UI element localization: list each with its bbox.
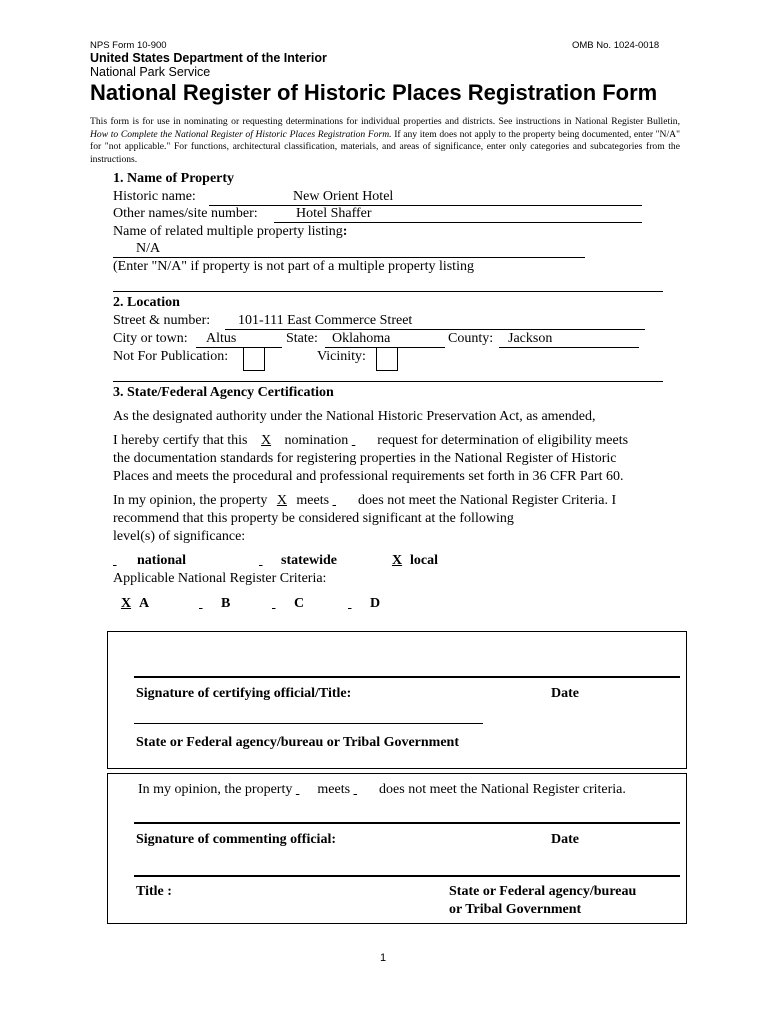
state-field[interactable]: Oklahoma [332,331,391,346]
page-title: National Register of Historic Places Registration Form [90,80,658,105]
criterion-a-label: A [139,596,150,611]
form-number: NPS Form 10-900 [90,40,167,51]
state-label: State: [286,331,318,346]
certifying-agency-line[interactable] [134,723,483,724]
statewide-blank[interactable] [259,553,281,569]
comment-does-not-meet-blank[interactable] [354,782,376,798]
national-blank[interactable] [113,553,137,569]
certify-pre: I hereby certify that this [113,433,248,448]
opinion-post: does not meet the National Register Criteria. I [358,493,617,508]
nomination-mark[interactable]: X [260,433,272,448]
commenting-signature-label: Signature of commenting official: [136,832,336,847]
opinion-line-2: recommend that this property be considered significant at the following [113,511,514,526]
other-names-field[interactable]: Hotel Shaffer [296,206,372,221]
intro-text-1: This form is for use in nominating or requesting determinations for individual properties and districts. See instructions in National Register Bulletin, [90,116,680,127]
street-field[interactable]: 101-111 East Commerce Street [238,313,413,328]
related-listing-field[interactable]: N/A [136,241,161,256]
level-national [113,553,186,569]
not-for-publication-checkbox[interactable] [243,347,265,371]
street-line [225,329,645,330]
not-for-publication-label: Not For Publication: [113,349,229,364]
vicinity-label: Vicinity: [317,349,366,364]
certifying-agency-label: State or Federal agency/bureau or Tribal Government [136,735,460,750]
section-divider-2 [113,381,663,382]
criterion-c [272,596,304,612]
related-listing-label [113,224,347,240]
comment-opinion-post: does not meet the National Register criteria. [379,782,626,797]
criterion-b-blank[interactable] [199,596,221,612]
criterion-a [113,596,149,612]
criterion-c-blank[interactable] [272,596,294,612]
section1-heading: 1. Name of Property [113,171,235,186]
criterion-b [199,596,230,612]
intro-paragraph [90,116,680,166]
street-label: Street & number: [113,313,211,328]
city-line [196,347,282,348]
criterion-a-mark[interactable]: X [120,596,132,611]
historic-name-label: Historic name: [113,189,196,204]
meets-label: meets [296,493,330,508]
vicinity-checkbox[interactable] [376,347,398,371]
criteria-label: Applicable National Register Criteria: [113,571,327,586]
certify-line-3: Places and meets the procedural and professional requirements set forth in 36 CFR Part 60. [113,469,624,484]
comment-meets-blank[interactable] [296,782,314,798]
national-label: national [137,553,187,568]
criterion-d-label: D [370,596,381,611]
criterion-c-label: C [294,596,305,611]
related-listing-colon: : [342,224,348,239]
commenting-agency-label-2: or Tribal Government [449,902,582,917]
intro-bulletin-title: How to Complete the National Register of Historic Places Registration Form. [90,128,392,140]
local-label: local [410,553,438,568]
request-determination-blank[interactable] [352,433,374,449]
page-number: 1 [380,952,387,964]
section-divider-1 [113,291,663,292]
does-not-meet-blank[interactable] [333,493,355,509]
service-name: National Park Service [90,65,211,79]
criterion-d [348,596,380,612]
county-field[interactable]: Jackson [508,331,553,346]
commenting-agency-label-1: State or Federal agency/bureau [449,884,637,899]
other-names-line [274,222,642,223]
county-line [499,347,639,348]
certify-post: request for determination of eligibility meets [377,433,629,448]
certifying-signature-line[interactable] [134,676,680,678]
related-listing-note: (Enter "N/A" if property is not part of a multiple property listing [113,259,474,274]
county-label: County: [448,331,494,346]
related-listing-label-text: Name of related multiple property listing [113,224,343,239]
city-field[interactable]: Altus [206,331,237,346]
comment-opinion-pre: In my opinion, the property [138,782,293,797]
statewide-label: statewide [281,553,337,568]
comment-opinion-line [138,782,626,798]
certify-line-1 [113,433,628,449]
opinion-pre: In my opinion, the property [113,493,268,508]
local-mark[interactable]: X [391,553,403,568]
certifying-date-label: Date [551,686,579,701]
certifying-signature-label: Signature of certifying official/Title: [136,686,352,701]
opinion-line-1 [113,493,616,509]
level-statewide [259,553,337,569]
other-names-label: Other names/site number: [113,206,258,221]
city-label: City or town: [113,331,188,346]
commenting-title-line[interactable] [134,875,680,877]
related-listing-line [113,257,585,258]
opinion-line-3: level(s) of significance: [113,529,246,544]
historic-name-field[interactable]: New Orient Hotel [293,189,394,204]
historic-name-line [209,205,642,206]
commenting-signature-line[interactable] [134,822,680,824]
omb-number: OMB No. 1024-0018 [572,40,660,51]
section3-heading: 3. State/Federal Agency Certification [113,385,334,400]
comment-meets-label: meets [317,782,351,797]
section2-heading: 2. Location [113,295,180,310]
nomination-label: nomination [284,433,349,448]
intro-text-2: If any item does not apply to the property being documented, enter "N/A" for "not applicable." For functions, architectural classification, materials, and areas of significance, enter only categories and subcategories from the instructions. [90,128,680,165]
criterion-d-blank[interactable] [348,596,370,612]
authority-statement: As the designated authority under the National Historic Preservation Act, as amended, [113,409,596,424]
commenting-date-label: Date [551,832,579,847]
commenting-title-label: Title : [136,884,172,899]
criterion-b-label: B [221,596,231,611]
level-local [384,553,438,569]
certify-line-2: the documentation standards for registering properties in the National Register of Historic [113,451,617,466]
meets-mark[interactable]: X [276,493,287,508]
department-name: United States Department of the Interior [90,51,327,65]
